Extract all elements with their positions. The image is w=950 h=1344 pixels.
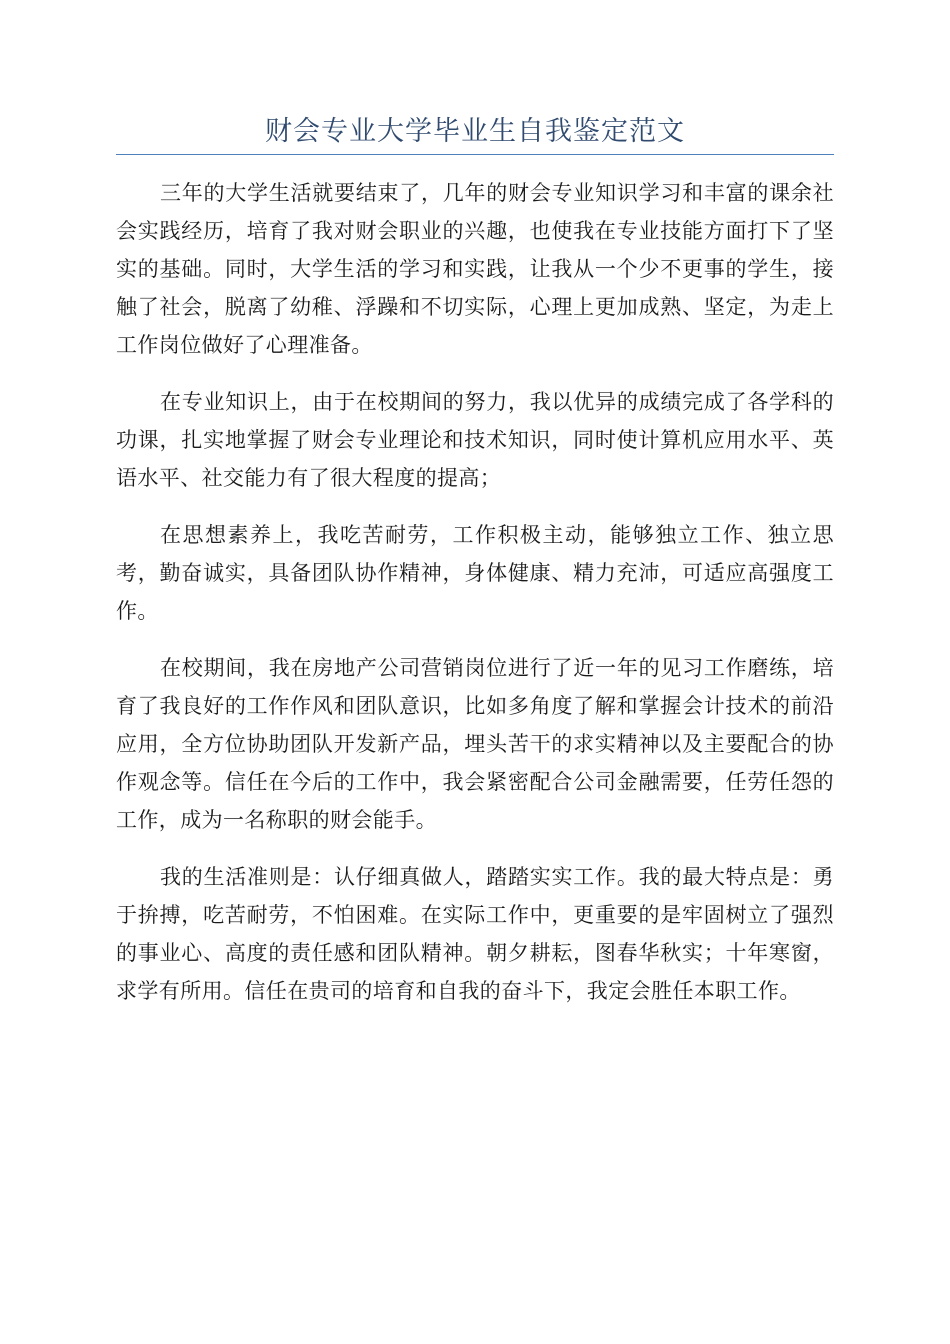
paragraph-2: 在专业知识上，由于在校期间的努力，我以优异的成绩完成了各学科的功课，扎实地掌握了财会专业理论和技术知识，同时使计算机应用水平、英语水平、社交能力有了很大程度的提高； <box>116 390 834 490</box>
paragraph-1: 三年的大学生活就要结束了，几年的财会专业知识学习和丰富的课余社会实践经历，培育了我对财会职业的兴趣，也使我在专业技能方面打下了坚实的基础。同时，大学生活的学习和实践，让我从一个少不更事的学生，接触了社会，脱离了幼稚、浮躁和不切实际，心理上更加成熟、坚定，为走上工作岗位做好了心理准备。 <box>116 181 834 357</box>
title-underline <box>116 154 834 155</box>
document-title: 财会专业大学毕业生自我鉴定范文 <box>265 116 685 147</box>
document-body <box>116 174 834 1029</box>
paragraph-5: 我的生活准则是：认仔细真做人，踏踏实实工作。我的最大特点是：勇于拚搏，吃苦耐劳，不怕困难。在实际工作中，更重要的是牢固树立了强烈的事业心、高度的责任感和团队精神。朝夕耕耘，图春华秋实；十年寒窗，求学有所用。信任在贵司的培育和自我的奋斗下，我定会胜任本职工作。 <box>116 865 834 1003</box>
paragraph-3: 在思想素养上，我吃苦耐劳，工作积极主动，能够独立工作、独立思考，勤奋诚实，具备团队协作精神，身体健康、精力充沛，可适应高强度工作。 <box>116 523 834 623</box>
paragraph-4: 在校期间，我在房地产公司营销岗位进行了近一年的见习工作磨练，培育了我良好的工作作风和团队意识，比如多角度了解和掌握会计技术的前沿应用，全方位协助团队开发新产品，埋头苦干的求实精神以及主要配合的协作观念等。信任在今后的工作中，我会紧密配合公司金融需要，任劳任怨的工作，成为一名称职的财会能手。 <box>116 656 834 832</box>
